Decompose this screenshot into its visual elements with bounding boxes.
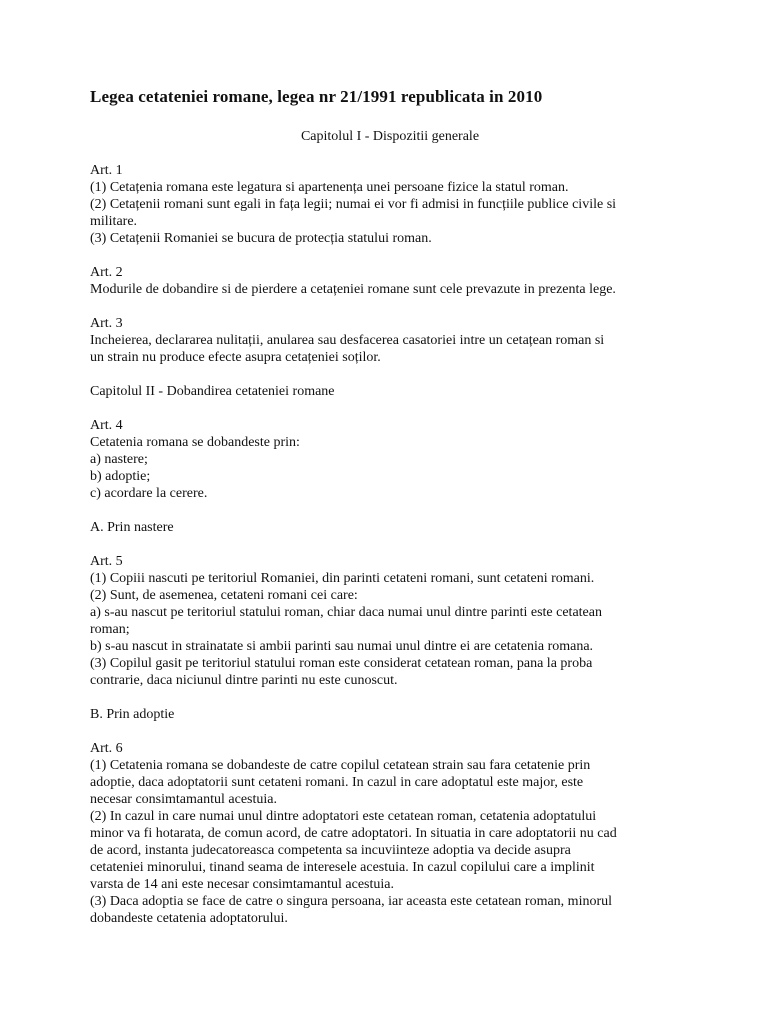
article-5-line: b) s-au nascut in strainatate si ambii parinti sau numai unul dintre ei are cetatenia romana. — [90, 639, 594, 654]
article-5 — [90, 553, 690, 689]
article-5-line: contrarie, daca niciunul dintre parinti nu este cunoscut. — [90, 673, 398, 688]
article-1-line: (3) Cetațenii Romaniei se bucura de protecția statului roman. — [90, 231, 432, 246]
article-5-line: a) s-au nascut pe teritoriul statului roman, chiar daca numai unul dintre parinti este cetatean — [90, 605, 602, 620]
article-3-line: un strain nu produce efecte asupra cetațeniei soților. — [90, 350, 381, 365]
article-1-heading: Art. 1 — [90, 163, 123, 178]
article-2 — [90, 264, 690, 298]
article-6-line: adoptie, daca adoptatorii sunt cetateni romani. In cazul in care adoptatul este major, este — [90, 775, 584, 790]
article-4 — [90, 417, 690, 502]
article-4-heading: Art. 4 — [90, 418, 123, 433]
article-1-line: militare. — [90, 214, 138, 229]
section-b-heading: B. Prin adoptie — [90, 707, 175, 722]
article-1-line: (2) Cetațenii romani sunt egali in fața legii; numai ei vor fi admisi in funcțiile publice civile si — [90, 197, 617, 212]
article-6-line: (2) In cazul in care numai unul dintre adoptatori este cetatean roman, cetatenia adoptatului — [90, 809, 597, 824]
article-5-line: (2) Sunt, de asemenea, cetateni romani cei care: — [90, 588, 358, 603]
article-6-heading: Art. 6 — [90, 741, 123, 756]
article-1 — [90, 162, 690, 247]
article-1-line: (1) Cetațenia romana este legatura si apartenența unei persoane fizice la statul roman. — [90, 180, 569, 195]
article-5-line: roman; — [90, 622, 130, 637]
chapter-1-heading: Capitolul I - Dispozitii generale — [300, 129, 480, 144]
article-6-line: necesar consimtamantul acestuia. — [90, 792, 277, 807]
article-2-heading: Art. 2 — [90, 265, 123, 280]
article-3-line: Incheierea, declararea nulitații, anularea sau desfacerea casatoriei intre un cetațean roman si — [90, 333, 605, 348]
article-6-line: varsta de 14 ani este necesar consimtamantul acestuia. — [90, 877, 394, 892]
article-4-line: b) adoptie; — [90, 469, 151, 484]
article-6 — [90, 740, 690, 927]
article-3 — [90, 315, 690, 366]
article-6-line: dobandeste cetatenia adoptatorului. — [90, 911, 288, 926]
article-6-line: (3) Daca adoptia se face de catre o singura persoana, iar aceasta este cetatean roman, minorul — [90, 894, 613, 909]
document-page — [90, 86, 690, 944]
article-3-heading: Art. 3 — [90, 316, 123, 331]
document-title: Legea cetateniei romane, legea nr 21/1991 republicata in 2010 — [90, 87, 543, 106]
article-6-line: de acord, instanta judecatoreasca competenta sa incuviinteze adoptia va decide asupra — [90, 843, 571, 858]
article-5-line: (1) Copiii nascuti pe teritoriul Romaniei, din parinti cetateni romani, sunt cetateni romani. — [90, 571, 595, 586]
article-4-line: a) nastere; — [90, 452, 148, 467]
article-2-line: Modurile de dobandire si de pierdere a cetațeniei romane sunt cele prevazute in prezenta lege. — [90, 282, 616, 297]
article-4-line: Cetatenia romana se dobandeste prin: — [90, 435, 300, 450]
article-6-line: minor va fi hotarata, de comun acord, de catre adoptatori. In situatia in care adoptatorii nu cad — [90, 826, 617, 841]
chapter-2-heading: Capitolul II - Dobandirea cetateniei romane — [90, 384, 335, 399]
article-6-line: (1) Cetatenia romana se dobandeste de catre copilul cetatean strain sau fara cetatenie prin — [90, 758, 591, 773]
section-a-heading: A. Prin nastere — [90, 520, 174, 535]
article-4-line: c) acordare la cerere. — [90, 486, 208, 501]
article-5-line: (3) Copilul gasit pe teritoriul statului roman este considerat cetatean roman, pana la proba — [90, 656, 593, 671]
article-5-heading: Art. 5 — [90, 554, 123, 569]
article-6-line: cetateniei minorului, tinand seama de interesele acestuia. In cazul copilului care a implinit — [90, 860, 595, 875]
